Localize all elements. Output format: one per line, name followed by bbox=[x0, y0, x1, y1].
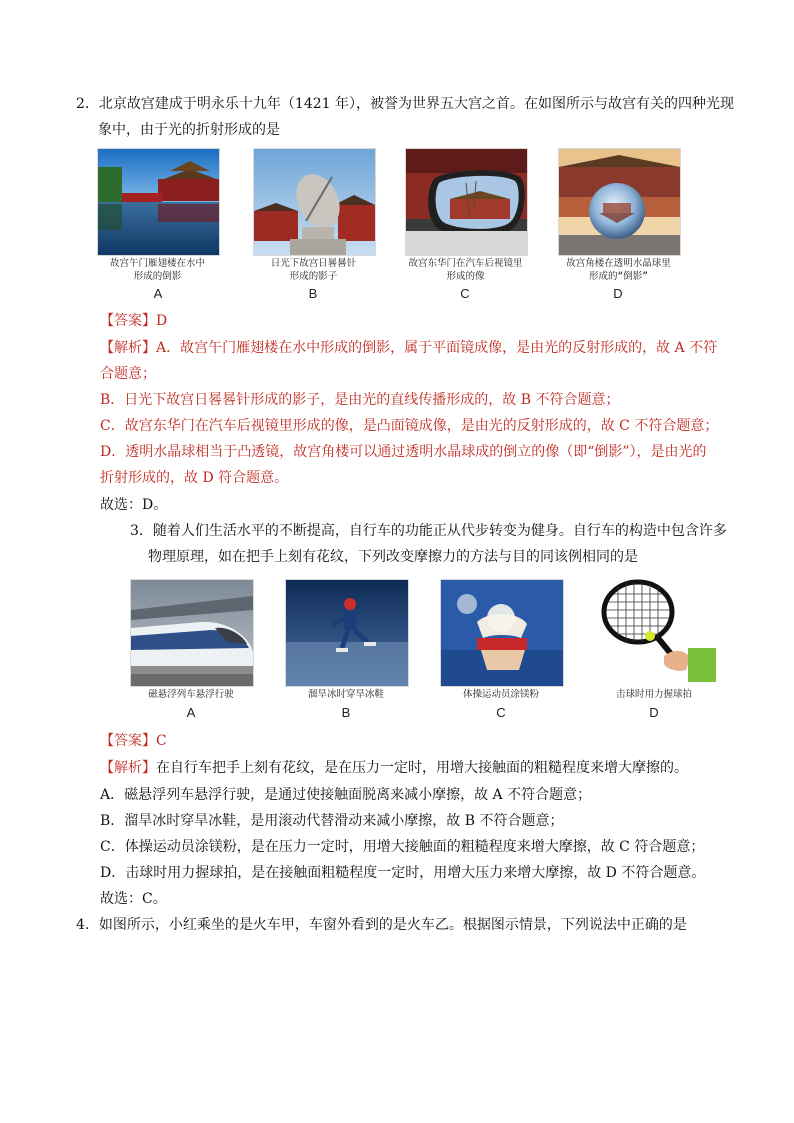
q2-stem-line1: 2．北京故宫建成于明永乐十九年（1421 年），被誉为世界五大宫之首。在如图所示与故宫有关的四种光现 bbox=[76, 96, 734, 112]
q3-stem-line1: 3．随着人们生活水平的不断提高，自行车的功能正从代步转变为健身。自行车的构造中包含许多 bbox=[130, 523, 727, 539]
q2-caption-d-l2: 形成的“倒影” bbox=[589, 271, 648, 282]
q2-caption-d-l1: 故宫角楼在透明水晶球里 bbox=[566, 258, 671, 269]
q2-caption-a-l1: 故宫午门雁翅楼在水中 bbox=[109, 258, 205, 269]
q3-analysis-label: 【解析】 bbox=[100, 760, 156, 776]
q2-analysis-label: 【解析】 bbox=[100, 340, 156, 356]
q3-caption-b: 溜旱冰时穿旱冰鞋 bbox=[307, 689, 384, 700]
q2-caption-b-l2: 形成的影子 bbox=[289, 271, 338, 282]
q3-answer bbox=[100, 731, 167, 751]
q2-analysis-d-l2: 折射形成的，故 D 符合题意。 bbox=[100, 470, 289, 486]
q2-analysis-a-text: A．故宫午门雁翅楼在水中形成的倒影，属于平面镜成像，是由光的反射形成的，故 A 不符 bbox=[156, 340, 718, 356]
roller-skating-photo bbox=[285, 579, 409, 687]
gymnast-chalk-photo bbox=[440, 579, 564, 687]
palace-reflection-photo bbox=[97, 148, 220, 256]
q3-answer-label: 【答案】 bbox=[100, 733, 156, 749]
q2-letter-d: D bbox=[613, 286, 623, 301]
q2-analysis-d-l1: D．透明水晶球相当于凸透镜，故宫角楼可以通过透明水晶球成的倒立的像（即“倒影”），是由光的 bbox=[100, 444, 707, 460]
q2-choose: 故选：D。 bbox=[100, 497, 168, 513]
q3-choose: 故选：C。 bbox=[100, 891, 167, 907]
q3-caption-a: 磁悬浮列车悬浮行驶 bbox=[148, 689, 234, 700]
q2-analysis-a-l2: 合题意； bbox=[100, 366, 156, 382]
q4-stem: 4．如图所示，小红乘坐的是火车甲，车窗外看到的是火车乙。根据图示情景，下列说法中正确的是 bbox=[76, 917, 687, 933]
q3-analysis-b: B．溜旱冰时穿旱冰鞋，是用滚动代替滑动来减小摩擦，故 B 不符合题意； bbox=[100, 813, 564, 829]
q2-letter-c: C bbox=[460, 286, 470, 301]
q2-caption-b-l1: 日光下故宫日晷晷针 bbox=[270, 258, 357, 269]
q2-caption-a-l2: 形成的倒影 bbox=[133, 271, 182, 282]
q2-answer bbox=[100, 311, 167, 331]
q3-letter-a: A bbox=[186, 705, 196, 720]
q3-caption-d: 击球时用力握球拍 bbox=[615, 689, 692, 700]
q2-caption-c-l2: 形成的像 bbox=[446, 271, 485, 282]
q3-analysis-a: A．磁悬浮列车悬浮行驶，是通过使接触面脱离来减小摩擦，故 A 不符合题意； bbox=[100, 787, 592, 803]
q3-letter-d: D bbox=[649, 705, 659, 720]
maglev-train-photo bbox=[130, 579, 254, 687]
q3-caption-c: 体操运动员涂镁粉 bbox=[462, 689, 539, 700]
q2-analysis-c: C．故宫东华门在汽车后视镜里形成的像，是凸面镜成像，是由光的反射形成的，故 C 不符合题意； bbox=[100, 418, 719, 434]
q3-analysis-main-text: 在自行车把手上刻有花纹，是在压力一定时，用增大接触面的粗糙程度来增大摩擦的。 bbox=[156, 760, 688, 776]
q2-letter-b: B bbox=[308, 286, 318, 301]
q3-letter-c: C bbox=[496, 705, 506, 720]
q3-letter-b: B bbox=[341, 705, 351, 720]
q2-answer-label: 【答案】 bbox=[100, 313, 156, 329]
q3-analysis-c: C．体操运动员涂镁粉，是在压力一定时，用增大接触面的粗糙程度来增大摩擦，故 C 符合题意； bbox=[100, 839, 705, 855]
q3-analysis-main bbox=[100, 758, 688, 778]
q2-analysis-a-l1 bbox=[100, 338, 717, 358]
crystal-ball-photo bbox=[558, 148, 681, 256]
q2-letter-a: A bbox=[153, 286, 163, 301]
car-mirror-photo bbox=[405, 148, 528, 256]
q2-answer-value: D bbox=[156, 313, 168, 329]
q2-analysis-b: B．日光下故宫日晷晷针形成的影子，是由光的直线传播形成的，故 B 不符合题意； bbox=[100, 392, 620, 408]
q2-stem-line2: 象中，由于光的折射形成的是 bbox=[98, 122, 280, 138]
tennis-racket-photo bbox=[593, 575, 717, 683]
q2-caption-c-l1: 故宫东华门在汽车后视镜里 bbox=[408, 258, 523, 269]
q3-analysis-d: D．击球时用力握球拍，是在接触面粗糙程度一定时，用增大压力来增大摩擦，故 D 不符合题意。 bbox=[100, 865, 706, 881]
q3-answer-value: C bbox=[156, 733, 167, 749]
q3-stem-line2: 物理原理，如在把手上刻有花纹，下列改变摩擦力的方法与目的同该例相同的是 bbox=[148, 549, 638, 565]
sundial-photo bbox=[253, 148, 376, 256]
